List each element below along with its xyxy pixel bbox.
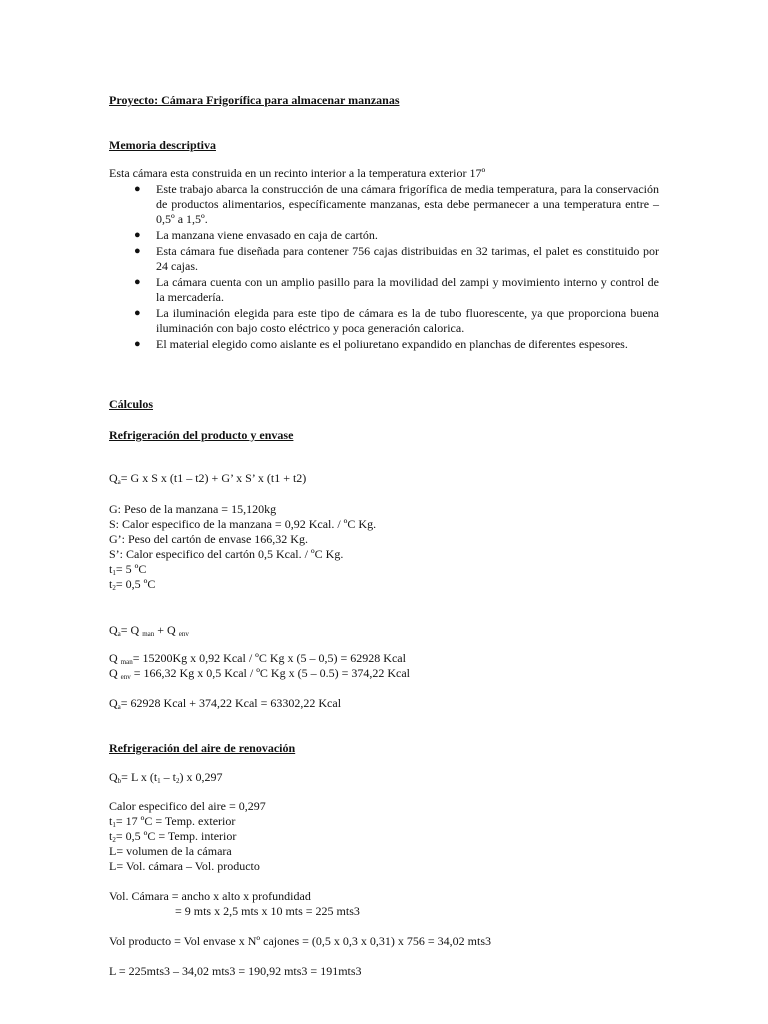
l-result: L = 225mts3 – 34,02 mts3 = 190,92 mts3 = 191mts3 xyxy=(109,964,362,978)
air-specific-heat: Calor especifico del aire = 0,297 xyxy=(109,799,266,813)
bullet-text: Esta cámara fue diseñada para contener 756 cajas distribuidas en 32 tarimas, el palet es constituido por 24 cajas. xyxy=(156,244,659,273)
vol-camara: Vol. Cámara = ancho x alto x profundidad xyxy=(109,889,311,903)
formula-qa-sum: $Q_a= Q$ $_{man}$ + Q $_{env}$ xyxy=(109,623,189,638)
bullet-text: La manzana viene envasado en caja de cartón. xyxy=(156,228,378,242)
bullet-text: La cámara cuenta con un amplio pasillo para la movilidad del zampi y movimiento interno y control de la mercadería. xyxy=(156,275,659,304)
bullet-icon: ● xyxy=(134,229,141,241)
bullet-text: El material elegido como aislante es el poliuretano expandido en planchas de diferentes espesores. xyxy=(156,337,628,351)
l-formula: L= Vol. cámara – Vol. producto xyxy=(109,859,260,873)
t1-line: $t_1= 5$ ºC xyxy=(109,562,147,577)
formula-qb: $Q_b= L$ x $(t_1 - t_2)$ x 0,297 xyxy=(109,770,223,785)
definition-line: S: Calor especifico de la manzana = 0,92 Kcal. / ºC Kg. xyxy=(109,517,377,531)
bullet-icon: ● xyxy=(134,183,141,195)
project-title: Proyecto: Cámara Frigorífica para almacenar manzanas xyxy=(109,93,400,107)
section1-heading: Refrigeración del producto y envase xyxy=(109,428,294,442)
bullet-icon: ● xyxy=(134,276,141,288)
qenv-calc: Q $_{env}$ = 166,32 Kg x 0,5 Kcal / ºC Kg x (5 – 0.5) = 374,22 Kcal xyxy=(109,666,411,681)
l-definition: L= volumen de la cámara xyxy=(109,844,232,858)
section2-heading: Refrigeración del aire de renovación xyxy=(109,741,296,755)
intro-paragraph: Esta cámara esta construida en un recinto interior a la temperatura exterior 17º xyxy=(109,166,486,180)
definition-line: G’: Peso del cartón de envase 166,32 Kg. xyxy=(109,532,308,546)
vol-camara-result: = 9 mts x 2,5 mts x 10 mts = 225 mts3 xyxy=(175,904,360,918)
qa-total: $Q_a= 62928$ Kcal + 374,22 Kcal = 63302,22 Kcal xyxy=(109,696,342,711)
bullet-text: La iluminación elegida para este tipo de cámara es la de tubo fluorescente, ya que proporciona buena iluminación con bajo costo eléctrico y poca generación calorica. xyxy=(156,306,659,335)
calculos-heading: Cálculos xyxy=(109,397,154,411)
vol-producto: Vol producto = Vol envase x Nº cajones = (0,5 x 0,3 x 0,31) x 756 = 34,02 mts3 xyxy=(109,934,491,948)
t2-line: $t_2= 0,5$ ºC xyxy=(109,577,156,592)
qman-calc: Q $_{man}$= 15200Kg x 0,92 Kcal / ºC Kg x (5 – 0,5) = 62928 Kcal xyxy=(109,651,406,666)
bullet-text: Este trabajo abarca la construcción de una cámara frigorífica de media temperatura, para la conservación de productos alimentarios, específicamente manzanas, esta debe permanecer a una temperatura entre – 0,5º a 1,5º. xyxy=(156,182,659,226)
definition-line: G: Peso de la manzana = 15,120kg xyxy=(109,502,277,516)
memoria-heading: Memoria descriptiva xyxy=(109,138,216,152)
bullet-icon: ● xyxy=(134,338,141,350)
definition-line: S’: Calor especifico del cartón 0,5 Kcal. / ºC Kg. xyxy=(109,547,344,561)
t1-line: $t_1= 17$ ºC = Temp. exterior xyxy=(109,814,236,829)
formula-qa: $Q_a= G$ x S x (t1 – t2) + G’ x S’ x (t1 + t2) xyxy=(109,471,307,486)
t2-line: $t_2= 0,5$ ºC = Temp. interior xyxy=(109,829,237,844)
bullet-icon: ● xyxy=(134,307,141,319)
bullet-icon: ● xyxy=(134,245,141,257)
